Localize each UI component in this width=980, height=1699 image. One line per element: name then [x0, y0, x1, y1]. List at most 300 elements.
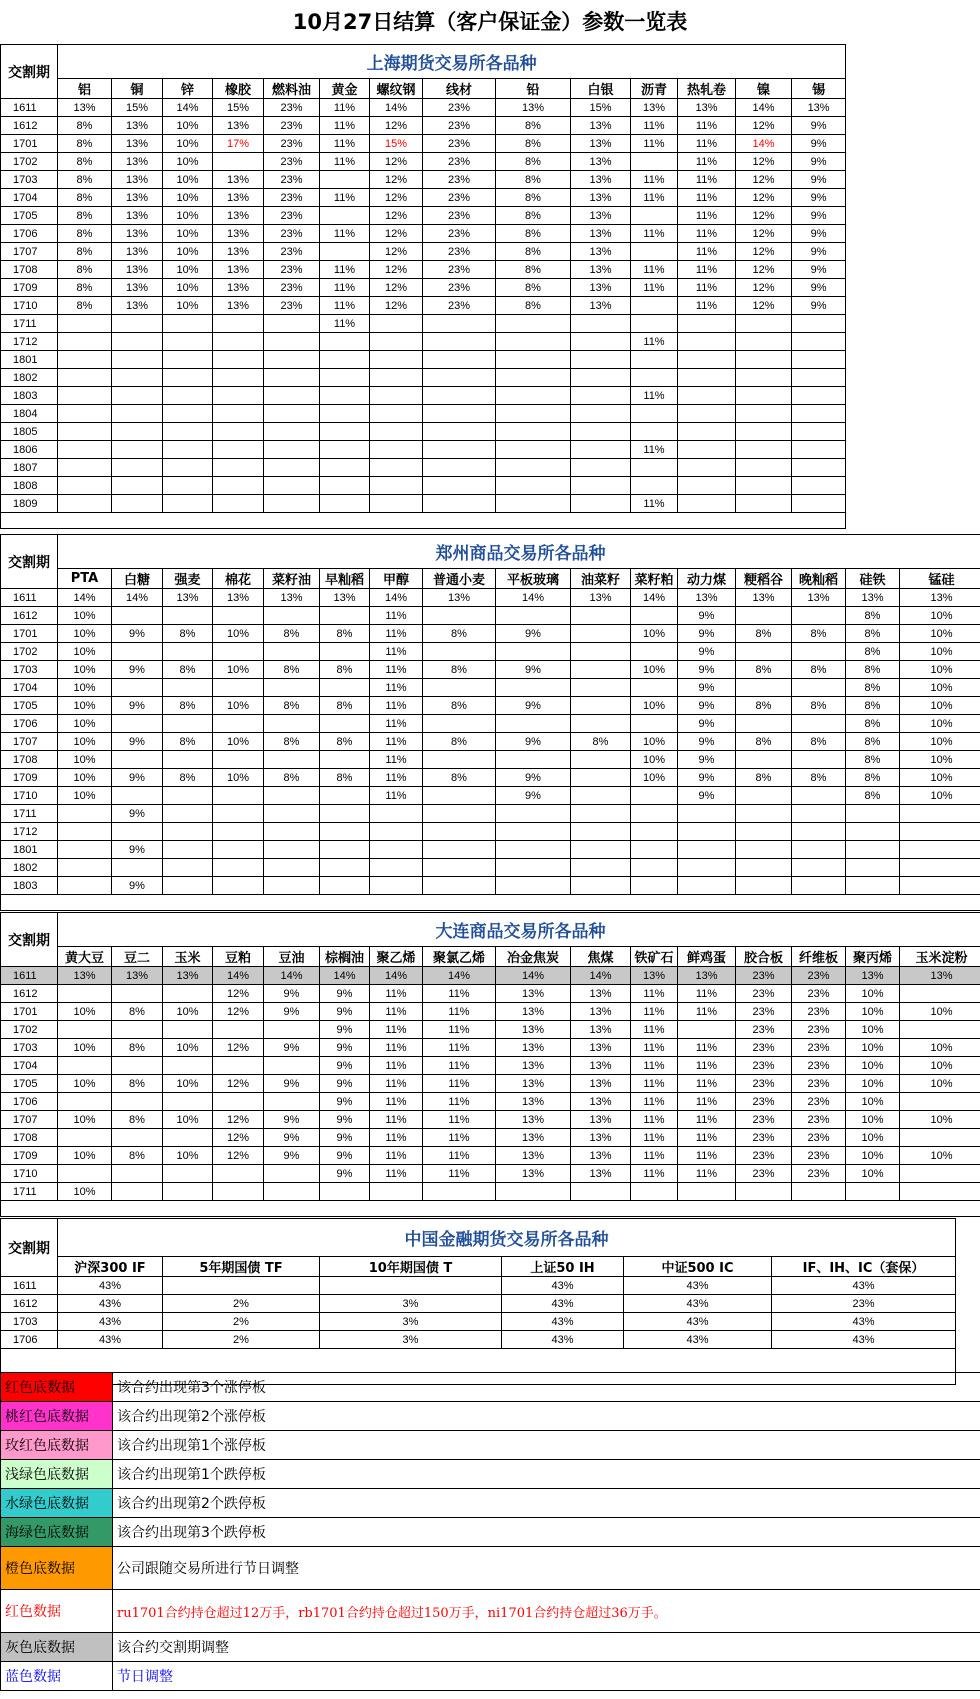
value-cell: 13%	[571, 1075, 631, 1093]
value-cell: 14%	[370, 99, 423, 117]
value-cell: 9%	[496, 661, 571, 679]
value-cell: 10%	[631, 769, 678, 787]
value-cell	[571, 643, 631, 661]
value-cell	[496, 351, 571, 369]
value-cell	[423, 787, 496, 805]
value-cell	[112, 477, 163, 495]
value-cell: 8%	[496, 225, 571, 243]
value-cell	[112, 715, 163, 733]
value-cell	[320, 207, 370, 225]
column-header: 橡胶	[213, 79, 264, 99]
value-cell: 10%	[846, 1057, 900, 1075]
value-cell: 10%	[58, 625, 112, 643]
table-row	[1, 1021, 980, 1039]
value-cell: 43%	[58, 1277, 163, 1295]
value-cell: 8%	[496, 243, 571, 261]
value-cell: 8%	[163, 769, 213, 787]
value-cell: 8%	[846, 769, 900, 787]
value-cell: 11%	[631, 279, 678, 297]
delivery-month: 1710	[1, 297, 58, 315]
value-cell: 12%	[213, 1129, 264, 1147]
value-cell: 23%	[736, 1039, 792, 1057]
value-cell: 23%	[792, 967, 846, 985]
value-cell: 10%	[900, 787, 980, 805]
value-cell	[370, 859, 423, 877]
value-cell: 43%	[772, 1277, 956, 1295]
value-cell: 13%	[631, 99, 678, 117]
value-cell: 8%	[846, 751, 900, 769]
value-cell: 23%	[264, 117, 320, 135]
delivery-month: 1703	[1, 661, 58, 679]
value-cell: 10%	[900, 769, 980, 787]
delivery-month: 1807	[1, 459, 58, 477]
legend-description: 该合约交割期调整	[113, 1633, 980, 1662]
value-cell: 9%	[320, 1165, 370, 1183]
value-cell: 14%	[320, 967, 370, 985]
value-cell: 13%	[496, 1003, 571, 1021]
value-cell	[496, 1183, 571, 1201]
value-cell: 8%	[58, 261, 112, 279]
value-cell: 9%	[112, 841, 163, 859]
value-cell: 10%	[163, 225, 213, 243]
value-cell	[423, 315, 496, 333]
delivery-month: 1803	[1, 387, 58, 405]
value-cell	[496, 315, 571, 333]
value-cell: 8%	[112, 1075, 163, 1093]
value-cell	[792, 751, 846, 769]
value-cell	[792, 459, 846, 477]
table-row	[1, 1313, 956, 1331]
value-cell: 13%	[112, 243, 163, 261]
value-cell	[58, 387, 112, 405]
value-cell: 23%	[736, 1165, 792, 1183]
value-cell: 8%	[320, 769, 370, 787]
delivery-month: 1701	[1, 1003, 58, 1021]
value-cell: 11%	[370, 679, 423, 697]
value-cell	[496, 751, 571, 769]
legend-description: 该合约出现第1个跌停板	[113, 1460, 980, 1489]
value-cell: 11%	[423, 1165, 496, 1183]
value-cell	[496, 369, 571, 387]
value-cell	[370, 877, 423, 895]
value-cell: 11%	[678, 117, 736, 135]
value-cell	[736, 459, 792, 477]
value-cell	[631, 607, 678, 625]
value-cell: 11%	[678, 243, 736, 261]
value-cell: 10%	[900, 733, 980, 751]
table-row	[1, 495, 846, 513]
value-cell	[112, 423, 163, 441]
value-cell: 8%	[320, 661, 370, 679]
delivery-month: 1704	[1, 679, 58, 697]
section-title: 中国金融期货交易所各品种	[58, 1219, 956, 1257]
value-cell	[264, 1093, 320, 1111]
value-cell: 11%	[678, 207, 736, 225]
value-cell: 14%	[496, 967, 571, 985]
delivery-month: 1804	[1, 405, 58, 423]
value-cell: 17%	[213, 135, 264, 153]
value-cell: 10%	[900, 697, 980, 715]
value-cell: 11%	[423, 1111, 496, 1129]
value-cell	[264, 841, 320, 859]
value-cell: 11%	[320, 189, 370, 207]
column-header: 普通小麦	[423, 569, 496, 589]
value-cell: 11%	[423, 1039, 496, 1057]
column-header: 平板玻璃	[496, 569, 571, 589]
value-cell: 10%	[163, 1111, 213, 1129]
value-cell: 13%	[792, 99, 846, 117]
value-cell: 12%	[370, 261, 423, 279]
delivery-month: 1808	[1, 477, 58, 495]
table-row	[1, 697, 980, 715]
value-cell	[163, 1129, 213, 1147]
value-cell	[496, 859, 571, 877]
value-cell	[631, 1183, 678, 1201]
value-cell	[678, 369, 736, 387]
value-cell: 13%	[571, 297, 631, 315]
value-cell: 9%	[320, 1039, 370, 1057]
table-row	[1, 1129, 980, 1147]
value-cell	[320, 787, 370, 805]
column-header: 纤维板	[792, 947, 846, 967]
value-cell: 10%	[900, 679, 980, 697]
value-cell: 8%	[58, 297, 112, 315]
value-cell: 10%	[163, 1147, 213, 1165]
value-cell	[370, 315, 423, 333]
value-cell: 10%	[163, 117, 213, 135]
value-cell: 11%	[678, 1057, 736, 1075]
value-cell	[264, 643, 320, 661]
value-cell: 43%	[624, 1277, 772, 1295]
value-cell: 13%	[571, 153, 631, 171]
value-cell: 13%	[571, 1129, 631, 1147]
value-cell: 8%	[58, 243, 112, 261]
value-cell: 13%	[571, 1111, 631, 1129]
value-cell: 8%	[264, 661, 320, 679]
value-cell	[736, 877, 792, 895]
value-cell	[736, 333, 792, 351]
value-cell	[736, 423, 792, 441]
value-cell	[163, 859, 213, 877]
delivery-month: 1801	[1, 351, 58, 369]
value-cell: 13%	[571, 117, 631, 135]
value-cell: 14%	[163, 99, 213, 117]
value-cell: 8%	[58, 225, 112, 243]
value-cell: 10%	[58, 733, 112, 751]
value-cell	[792, 495, 846, 513]
value-cell: 2%	[163, 1313, 320, 1331]
legend-swatch: 橙色底数据	[1, 1547, 113, 1590]
section-title: 上海期货交易所各品种	[58, 45, 846, 79]
value-cell: 11%	[423, 1021, 496, 1039]
value-cell: 8%	[163, 661, 213, 679]
value-cell: 12%	[736, 279, 792, 297]
value-cell: 8%	[736, 733, 792, 751]
value-cell: 9%	[264, 1129, 320, 1147]
value-cell	[213, 477, 264, 495]
delivery-month: 1708	[1, 1129, 58, 1147]
delivery-month: 1611	[1, 967, 58, 985]
value-cell	[631, 841, 678, 859]
value-cell: 10%	[846, 1039, 900, 1057]
value-cell: 14%	[736, 99, 792, 117]
value-cell: 11%	[631, 333, 678, 351]
value-cell	[58, 459, 112, 477]
value-cell	[736, 643, 792, 661]
column-header: 玉米淀粉	[900, 947, 980, 967]
value-cell	[678, 387, 736, 405]
value-cell	[163, 1021, 213, 1039]
value-cell: 10%	[900, 751, 980, 769]
value-cell	[900, 1129, 980, 1147]
value-cell: 13%	[496, 1057, 571, 1075]
value-cell: 11%	[370, 625, 423, 643]
value-cell: 9%	[320, 1147, 370, 1165]
value-cell: 10%	[900, 1075, 980, 1093]
value-cell: 43%	[58, 1313, 163, 1331]
value-cell: 11%	[631, 1111, 678, 1129]
value-cell: 11%	[631, 1147, 678, 1165]
value-cell: 23%	[792, 1021, 846, 1039]
value-cell: 13%	[571, 243, 631, 261]
value-cell: 10%	[58, 607, 112, 625]
value-cell: 8%	[846, 625, 900, 643]
delivery-month: 1702	[1, 1021, 58, 1039]
value-cell: 11%	[370, 733, 423, 751]
value-cell: 13%	[213, 207, 264, 225]
value-cell	[496, 333, 571, 351]
value-cell: 11%	[631, 189, 678, 207]
value-cell: 15%	[112, 99, 163, 117]
value-cell: 13%	[213, 297, 264, 315]
value-cell: 11%	[631, 261, 678, 279]
value-cell	[163, 495, 213, 513]
value-cell: 12%	[213, 1075, 264, 1093]
value-cell: 3%	[320, 1313, 502, 1331]
delivery-month: 1701	[1, 625, 58, 643]
value-cell: 11%	[678, 985, 736, 1003]
value-cell: 10%	[58, 643, 112, 661]
column-header: 豆二	[112, 947, 163, 967]
table-row	[1, 589, 980, 607]
value-cell: 23%	[736, 1147, 792, 1165]
value-cell: 9%	[112, 661, 163, 679]
value-cell	[163, 805, 213, 823]
value-cell: 9%	[678, 751, 736, 769]
value-cell: 10%	[163, 279, 213, 297]
value-cell: 13%	[213, 117, 264, 135]
value-cell: 11%	[370, 1039, 423, 1057]
value-cell	[792, 823, 846, 841]
value-cell: 9%	[112, 877, 163, 895]
value-cell: 10%	[846, 1129, 900, 1147]
delivery-month: 1801	[1, 841, 58, 859]
delivery-month: 1612	[1, 607, 58, 625]
value-cell: 23%	[792, 1165, 846, 1183]
value-cell: 23%	[264, 207, 320, 225]
table-row	[1, 1003, 980, 1021]
value-cell	[213, 805, 264, 823]
value-cell: 10%	[58, 1039, 112, 1057]
legend-description: 公司跟随交易所进行节日调整	[113, 1547, 980, 1590]
value-cell	[320, 495, 370, 513]
value-cell	[423, 679, 496, 697]
value-cell: 12%	[736, 153, 792, 171]
value-cell	[370, 495, 423, 513]
value-cell: 11%	[423, 1147, 496, 1165]
value-cell: 11%	[631, 225, 678, 243]
legend-description: 该合约出现第1个涨停板	[113, 1431, 980, 1460]
value-cell	[370, 351, 423, 369]
value-cell: 11%	[370, 1075, 423, 1093]
value-cell	[736, 787, 792, 805]
value-cell	[846, 805, 900, 823]
value-cell	[163, 1277, 320, 1295]
value-cell: 8%	[496, 135, 571, 153]
value-cell	[631, 823, 678, 841]
value-cell	[112, 1093, 163, 1111]
value-cell	[163, 423, 213, 441]
value-cell	[213, 715, 264, 733]
value-cell	[320, 607, 370, 625]
value-cell	[320, 369, 370, 387]
value-cell	[163, 369, 213, 387]
value-cell: 14%	[213, 967, 264, 985]
value-cell	[320, 459, 370, 477]
column-header: 锡	[792, 79, 846, 99]
value-cell	[213, 351, 264, 369]
value-cell: 11%	[320, 117, 370, 135]
value-cell: 13%	[213, 171, 264, 189]
value-cell: 12%	[736, 189, 792, 207]
value-cell	[423, 459, 496, 477]
value-cell	[58, 495, 112, 513]
value-cell: 12%	[736, 225, 792, 243]
value-cell	[631, 877, 678, 895]
value-cell: 13%	[631, 967, 678, 985]
value-cell: 13%	[496, 1093, 571, 1111]
value-cell	[112, 315, 163, 333]
column-header: 棕榈油	[320, 947, 370, 967]
delivery-month: 1704	[1, 189, 58, 207]
value-cell	[792, 859, 846, 877]
value-cell	[320, 423, 370, 441]
value-cell	[496, 805, 571, 823]
value-cell	[496, 823, 571, 841]
delivery-month: 1706	[1, 1093, 58, 1111]
value-cell: 9%	[264, 1003, 320, 1021]
value-cell	[423, 643, 496, 661]
value-cell: 13%	[571, 261, 631, 279]
value-cell: 11%	[678, 297, 736, 315]
corner-label: 交割期	[1, 45, 58, 99]
table-row	[1, 805, 980, 823]
value-cell: 43%	[624, 1313, 772, 1331]
delivery-month: 1803	[1, 877, 58, 895]
value-cell: 13%	[571, 1057, 631, 1075]
value-cell: 8%	[496, 207, 571, 225]
value-cell	[264, 495, 320, 513]
value-cell: 13%	[900, 967, 980, 985]
value-cell: 10%	[213, 733, 264, 751]
value-cell	[112, 333, 163, 351]
value-cell	[736, 369, 792, 387]
value-cell: 15%	[213, 99, 264, 117]
value-cell	[320, 715, 370, 733]
delivery-month: 1703	[1, 171, 58, 189]
value-cell: 8%	[163, 625, 213, 643]
value-cell	[264, 805, 320, 823]
value-cell: 13%	[496, 1165, 571, 1183]
value-cell: 10%	[846, 1003, 900, 1021]
value-cell: 10%	[900, 1111, 980, 1129]
value-cell	[631, 405, 678, 423]
value-cell	[112, 1165, 163, 1183]
value-cell	[264, 405, 320, 423]
delivery-month: 1802	[1, 859, 58, 877]
value-cell: 8%	[846, 787, 900, 805]
value-cell: 14%	[631, 589, 678, 607]
value-cell	[163, 715, 213, 733]
value-cell	[213, 495, 264, 513]
page-title: 10月27日结算（客户保证金）参数一览表	[292, 10, 688, 34]
column-header: 硅铁	[846, 569, 900, 589]
value-cell	[264, 1183, 320, 1201]
value-cell: 43%	[772, 1313, 956, 1331]
column-header: 晚籼稻	[792, 569, 846, 589]
value-cell	[792, 841, 846, 859]
value-cell	[213, 405, 264, 423]
value-cell: 23%	[264, 189, 320, 207]
value-cell	[370, 333, 423, 351]
value-cell: 9%	[112, 805, 163, 823]
value-cell: 13%	[571, 207, 631, 225]
value-cell: 10%	[900, 607, 980, 625]
value-cell: 13%	[792, 589, 846, 607]
legend-swatch: 红色数据	[1, 1590, 113, 1633]
column-header: 铜	[112, 79, 163, 99]
value-cell	[58, 841, 112, 859]
value-cell: 15%	[571, 99, 631, 117]
value-cell: 9%	[320, 1111, 370, 1129]
value-cell: 8%	[496, 171, 571, 189]
legend-table	[0, 1372, 980, 1691]
value-cell	[736, 715, 792, 733]
value-cell	[736, 405, 792, 423]
column-header: 菜籽油	[264, 569, 320, 589]
value-cell: 23%	[792, 1093, 846, 1111]
value-cell	[213, 787, 264, 805]
value-cell: 23%	[423, 99, 496, 117]
value-cell	[264, 477, 320, 495]
value-cell	[631, 715, 678, 733]
value-cell	[58, 315, 112, 333]
value-cell: 11%	[631, 1093, 678, 1111]
value-cell	[112, 369, 163, 387]
value-cell	[320, 441, 370, 459]
value-cell: 9%	[792, 243, 846, 261]
value-cell: 11%	[631, 441, 678, 459]
value-cell: 11%	[320, 279, 370, 297]
value-cell: 13%	[320, 589, 370, 607]
value-cell: 14%	[58, 589, 112, 607]
value-cell	[320, 387, 370, 405]
column-header: 棉花	[213, 569, 264, 589]
value-cell	[678, 333, 736, 351]
value-cell: 10%	[900, 643, 980, 661]
value-cell	[163, 477, 213, 495]
value-cell: 23%	[423, 153, 496, 171]
